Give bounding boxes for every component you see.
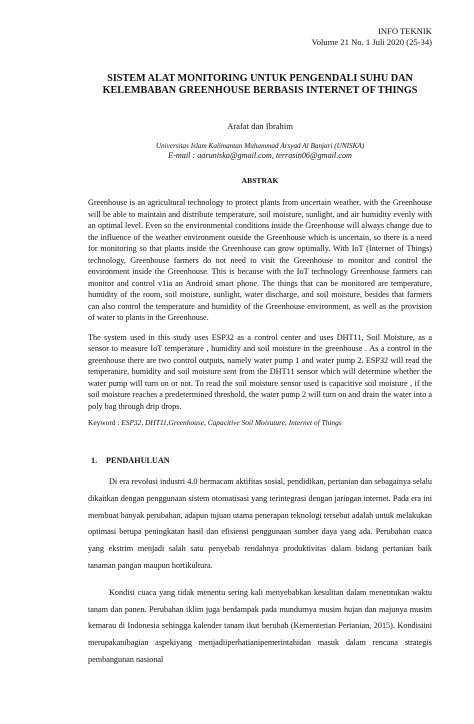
- author-email: E-mail : aaruniska@gmail.com, terrasin06@gmail.com: [168, 151, 352, 160]
- section-heading: [88, 456, 432, 466]
- section-paragraph-2: Kondisi cuaca yang tidak menentu sering kali menyebabkan kesulitan dalam menentukan waktu tanam dan panen. Perubahan iklim juga berdampak pada mundurnya musim hujan dan majunya musim kemarau di Indonesia sehingga kalender tanam ikut berubah (Kementerian Pertanian, 2015). Kondisiini merupakanibagian aspekiyang menjadiiperhatianipemerintahidan masuk dalam rencana strategis pembangunan nasional: [88, 587, 432, 664]
- journal-name: INFO TEKNIK: [377, 26, 432, 36]
- keywords-label: Keyword :: [88, 418, 122, 427]
- section-paragraph-1: Di era revolusi industri 4.0 bermacam aktifitas sosial, pendidikan, pertanian dan sebagainya selalu dikaitkan dengan penggunaan sistem otomatisasi yang terintegrasi dengan jaringan internet. Pada era ini membuat banyak perubahan, adapun tujuan utama penerapan teknologi tersebut adalah untuk melakukan optimasi berupa peningkatan hasil dan efisiensi penggunaan sumber daya yang ada. Perubahan cuaca yang ekstrim menjadi salah satu penyebab rendahnya produktivitas dalam bidang pertanian baik tanaman pangan maupun hortikultura.: [88, 477, 432, 570]
- section-number: 1.: [91, 456, 98, 465]
- abstract-paragraph-1: Greenhouse is an agricultural technology to protect plants from uncertain weather, with the Greenhouse will be able to maintain and distribute temperature, soil moisture, sunlight, and air humidity evenly with an optimal level. Even so the environmental conditions inside the Greenhouse will always change due to the influence of the weather environment outside the Greenhouse which is uncertain, so there is a need for monitoring so that plants inside the Greenhouse can grow optimally. With IoT (Internet of Things) technology, Greenhouse farmers do not need to visit the Greenhouse to monitor and control the environment inside the Greenhouse. This is because with the IoT technology Greenhouse farmers can monitor and control v1ia an Android smart phone. The things that can be monitored are temperature, humidity of the room, soil moisture, sunlight, water discharge, and soil moisture, besides that farmers can also control the temperature and humidity of the Greenhouse environment, as well as the provision of water to plants in the Greenhouse.: [88, 198, 432, 322]
- abstract-heading: ABSTRAK: [241, 176, 279, 185]
- abstract-paragraph-2: The system used in this study uses ESP32 as a control center and uses DHT11, Soil Moisture, as a sensor to measure IoT temperature , humidity and soil moisture in the greenhouse . As a control in the greenhouse there are two control outputs, namely water pump 1 and water pump 2. ESP32 will read the temperature, humidity and soil moisture sent from the DHT11 sensor which will determine whether the water pump will turn on or not. To read the soil moisture sensor used is capacitive soil moisture , if the soil moisture reaches a predetermined threshold, the water pump 2 will turn on and drain the water into a poly bag through drip drops.: [88, 332, 432, 411]
- keywords: [88, 418, 432, 428]
- journal-header: [88, 26, 432, 48]
- journal-issue: Volume 21 No. 1 Juli 2020 (25-34): [311, 37, 432, 47]
- title-line-1: SISTEM ALAT MONITORING UNTUK PENGENDALI SUHU DAN: [107, 73, 413, 84]
- keywords-values: ESP32, DHT11,Greenhouse, Capacitive Soil Moisuture, Internet of Things: [121, 418, 342, 427]
- paper-title: [88, 73, 432, 97]
- paper-page: [88, 26, 432, 669]
- section-title: PENDAHULUAN: [106, 456, 170, 465]
- title-line-2: KELEMBABAN GREENHOUSE BERBASIS INTERNET OF THINGS: [102, 85, 418, 96]
- paper-authors: Arafat dan Ibrahim: [227, 121, 293, 131]
- author-affiliation: Universitas Islam Kalimantan Muhammad Arsyad Al Banjari (UNISKA): [155, 142, 365, 150]
